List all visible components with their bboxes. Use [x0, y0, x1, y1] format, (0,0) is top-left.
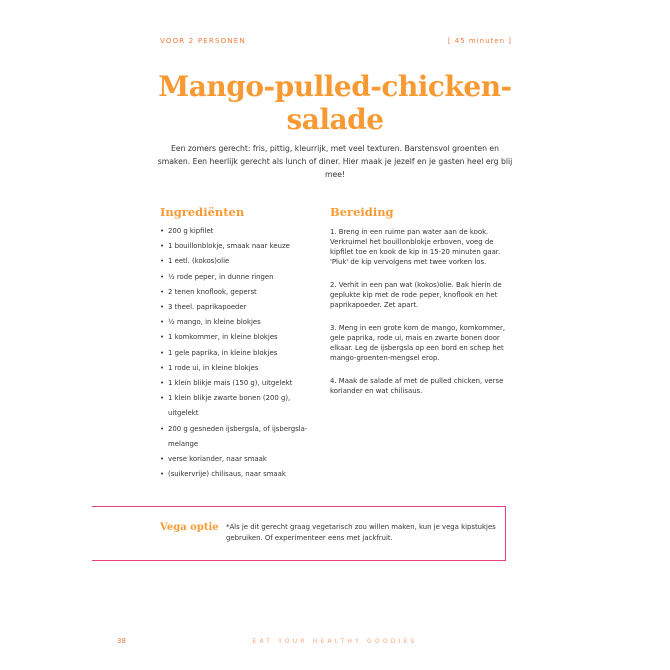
ingredient-item: • 3 theel. paprikapoeder — [160, 300, 320, 315]
servings-label: VOOR 2 PERSONEN — [160, 37, 246, 45]
ingredient-item: • ½ mango, in kleine blokjes — [160, 315, 320, 330]
recipe-intro: Een zomers gerecht: fris, pittig, kleurrijk, met veel texturen. Barstensvol groenten en smaken. Een heerlijk gerecht als lunch of diner. Hier maak je jezelf en je gasten heel erg blij mee! — [157, 144, 513, 179]
ingredient-item: • 1 eetl. (kokos)olie — [160, 254, 320, 269]
preparation-heading: Bereiding — [330, 205, 394, 219]
ingredient-item: • 1 rode ui, in kleine blokjes — [160, 361, 320, 376]
ingredient-item: • 1 gele paprika, in kleine blokjes — [160, 346, 320, 361]
ingredient-item: • 200 g gesneden ijsbergsla, of ijsbergsla-melange — [160, 422, 320, 452]
preparation-step: 1. Breng in een ruime pan water aan de kook. Verkruimel het bouillonblokje erboven, voeg de kipfilet toe en kook de kip in 15-20 minuten gaar. 'Pluk' de kip vervolgens met twee vorken los. — [330, 228, 501, 266]
preparation-steps — [330, 227, 512, 409]
preparation-step: 3. Meng in een grote kom de mango, komkommer, gele paprika, rode ui, mais en zwarte bonen door elkaar. Leg de ijsbergsla op een bord en schep het mango-groenten-mengsel erop. — [330, 324, 506, 362]
vega-option-text: *Als je dit gerecht graag vegetarisch zou willen maken, kun je vega kipstukjes gebruiken. Of experimenteer eens met jackfruit. — [226, 523, 496, 542]
ingredients-list — [160, 224, 320, 482]
ingredient-item: • 1 klein blikje mais (150 g), uitgelekt — [160, 376, 320, 391]
preparation-step: 2. Verhit in een pan wat (kokos)olie. Bak hierin de geplukte kip met de rode peper, knoflook en het paprikapoeder. Zet apart. — [330, 281, 502, 309]
ingredient-item: • 1 komkommer, in kleine blokjes — [160, 330, 320, 345]
time-label: [ 45 minuten ] — [447, 37, 512, 45]
ingredients-heading: Ingrediënten — [160, 205, 245, 219]
vega-option-title: Vega optie — [160, 522, 219, 533]
ingredient-item: • verse koriander, naar smaak — [160, 452, 320, 467]
ingredient-item: • (suikervrije) chilisaus, naar smaak — [160, 467, 320, 482]
ingredient-item: • 1 klein blikje zwarte bonen (200 g), uitgelekt — [160, 391, 320, 421]
page-number: 38 — [117, 637, 126, 645]
ingredient-item: • 1 bouillonblokje, smaak naar keuze — [160, 239, 320, 254]
ingredient-item: • ½ rode peper, in dunne ringen — [160, 270, 320, 285]
ingredient-item: • 2 tenen knoflook, geperst — [160, 285, 320, 300]
recipe-title: Mango-pulled-chicken- salade — [158, 70, 512, 136]
book-footer: EAT YOUR HEALTHY GOODIES — [252, 638, 418, 645]
preparation-step: 4. Maak de salade af met de pulled chicken, verse koriander en wat chilisaus. — [330, 377, 504, 395]
ingredient-item: • 200 g kipfilet — [160, 224, 320, 239]
